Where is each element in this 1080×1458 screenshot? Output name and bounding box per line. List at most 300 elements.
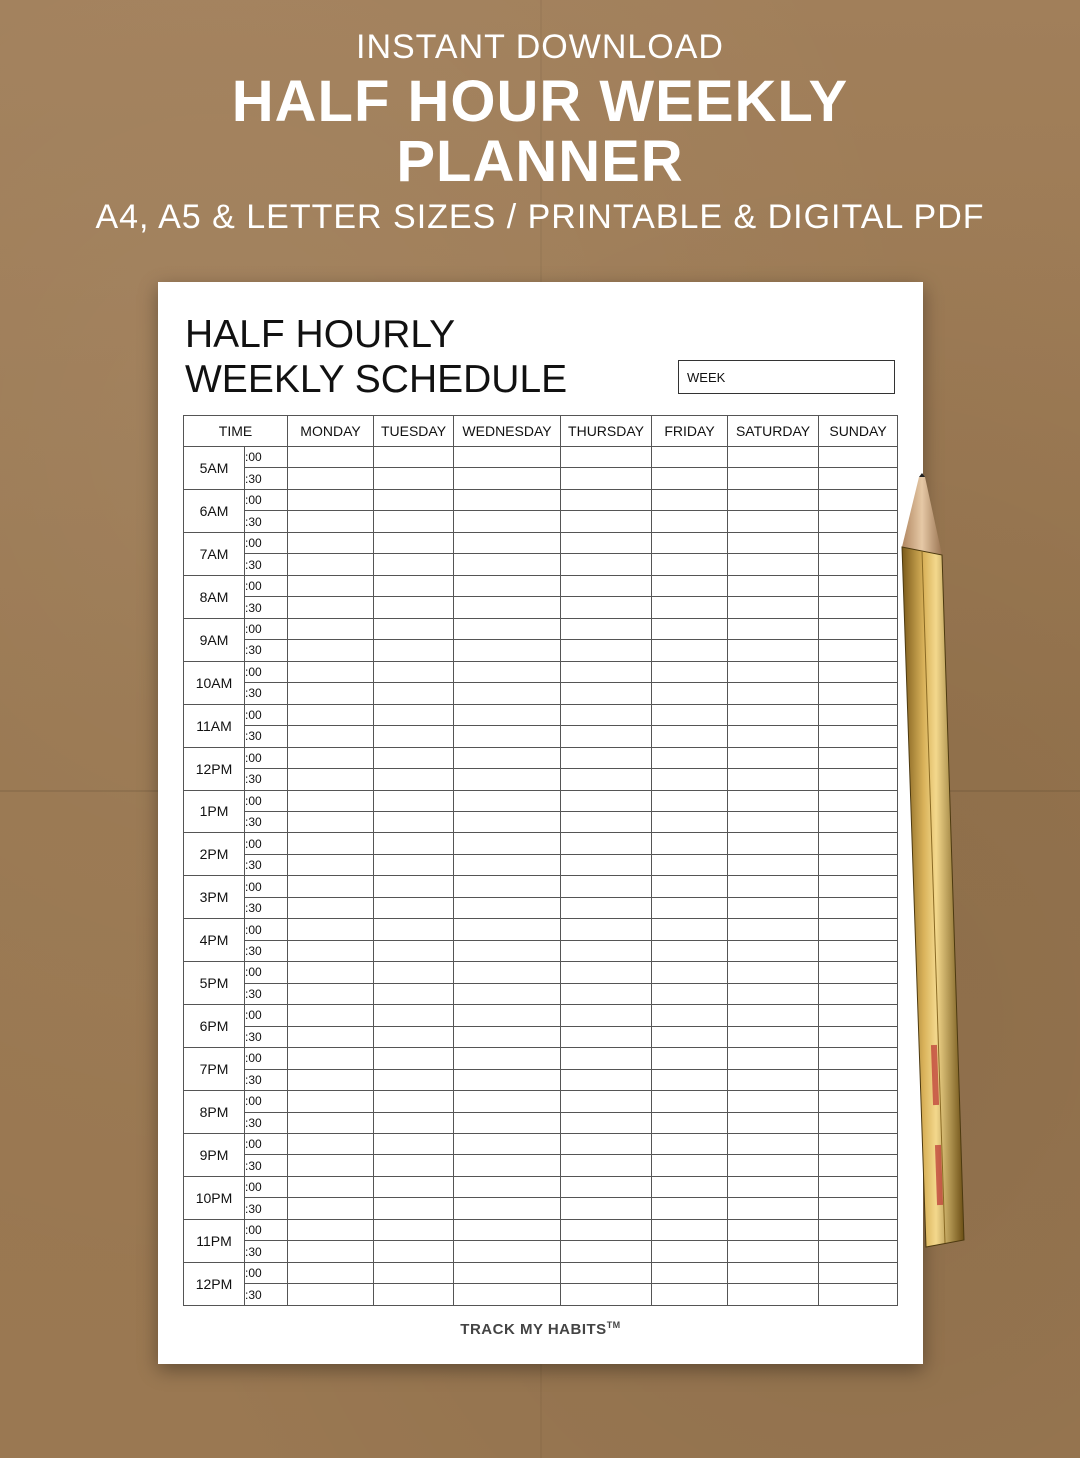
schedule-cell[interactable] [374, 747, 454, 768]
schedule-cell[interactable] [652, 618, 728, 639]
schedule-cell[interactable] [288, 1091, 374, 1112]
schedule-cell[interactable] [561, 704, 652, 725]
schedule-cell[interactable] [288, 811, 374, 832]
schedule-cell[interactable] [374, 597, 454, 618]
schedule-cell[interactable] [819, 532, 898, 553]
schedule-cell[interactable] [454, 1262, 561, 1283]
schedule-cell[interactable] [374, 661, 454, 682]
schedule-cell[interactable] [288, 876, 374, 897]
schedule-cell[interactable] [561, 468, 652, 489]
schedule-cell[interactable] [561, 1176, 652, 1197]
schedule-cell[interactable] [561, 661, 652, 682]
schedule-cell[interactable] [454, 575, 561, 596]
schedule-cell[interactable] [288, 747, 374, 768]
schedule-cell[interactable] [454, 597, 561, 618]
schedule-cell[interactable] [454, 962, 561, 983]
schedule-cell[interactable] [288, 897, 374, 918]
schedule-cell[interactable] [454, 511, 561, 532]
schedule-cell[interactable] [561, 747, 652, 768]
schedule-cell[interactable] [288, 618, 374, 639]
minute-label: :00 [245, 833, 288, 854]
schedule-cell[interactable] [728, 1241, 819, 1262]
schedule-cell[interactable] [728, 511, 819, 532]
schedule-cell[interactable] [728, 704, 819, 725]
schedule-cell[interactable] [561, 489, 652, 510]
schedule-cell[interactable] [288, 1134, 374, 1155]
schedule-cell[interactable] [374, 1091, 454, 1112]
schedule-cell[interactable] [454, 532, 561, 553]
schedule-cell[interactable] [819, 575, 898, 596]
schedule-cell[interactable] [728, 769, 819, 790]
schedule-cell[interactable] [728, 811, 819, 832]
schedule-cell[interactable] [374, 983, 454, 1004]
schedule-cell[interactable] [454, 1091, 561, 1112]
schedule-cell[interactable] [652, 1091, 728, 1112]
schedule-cell[interactable] [288, 833, 374, 854]
schedule-cell[interactable] [819, 1241, 898, 1262]
schedule-cell[interactable] [288, 1048, 374, 1069]
schedule-cell[interactable] [561, 640, 652, 661]
schedule-cell[interactable] [454, 919, 561, 940]
minute-label: :30 [245, 597, 288, 618]
schedule-cell[interactable] [561, 1198, 652, 1219]
schedule-cell[interactable] [728, 833, 819, 854]
schedule-cell[interactable] [454, 854, 561, 875]
schedule-cell[interactable] [561, 1134, 652, 1155]
schedule-cell[interactable] [652, 597, 728, 618]
schedule-cell[interactable] [561, 983, 652, 1004]
schedule-cell[interactable] [374, 769, 454, 790]
schedule-cell[interactable] [288, 532, 374, 553]
table-row [184, 511, 898, 532]
schedule-cell[interactable] [454, 640, 561, 661]
schedule-cell[interactable] [288, 1155, 374, 1176]
schedule-cell[interactable] [819, 1176, 898, 1197]
schedule-cell[interactable] [454, 940, 561, 961]
schedule-cell[interactable] [561, 1048, 652, 1069]
schedule-cell[interactable] [819, 726, 898, 747]
schedule-cell[interactable] [728, 919, 819, 940]
schedule-cell[interactable] [652, 811, 728, 832]
schedule-cell[interactable] [652, 447, 728, 468]
schedule-cell[interactable] [374, 618, 454, 639]
schedule-cell[interactable] [728, 726, 819, 747]
schedule-cell[interactable] [374, 575, 454, 596]
schedule-cell[interactable] [374, 1069, 454, 1090]
schedule-cell[interactable] [819, 704, 898, 725]
schedule-cell[interactable] [819, 876, 898, 897]
schedule-cell[interactable] [454, 1241, 561, 1262]
table-row [184, 983, 898, 1004]
schedule-cell[interactable] [561, 726, 652, 747]
schedule-cell[interactable] [728, 876, 819, 897]
schedule-cell[interactable] [652, 1134, 728, 1155]
schedule-cell[interactable] [728, 1026, 819, 1047]
schedule-cell[interactable] [561, 1155, 652, 1176]
schedule-cell[interactable] [652, 1026, 728, 1047]
schedule-cell[interactable] [561, 447, 652, 468]
schedule-cell[interactable] [561, 1005, 652, 1026]
schedule-cell[interactable] [728, 1219, 819, 1240]
schedule-cell[interactable] [561, 876, 652, 897]
schedule-cell[interactable] [374, 1134, 454, 1155]
schedule-cell[interactable] [819, 1219, 898, 1240]
schedule-cell[interactable] [561, 618, 652, 639]
minute-label: :30 [245, 1155, 288, 1176]
schedule-cell[interactable] [728, 683, 819, 704]
schedule-cell[interactable] [454, 1219, 561, 1240]
schedule-cell[interactable] [728, 640, 819, 661]
schedule-cell[interactable] [652, 854, 728, 875]
schedule-cell[interactable] [374, 1112, 454, 1133]
schedule-cell[interactable] [819, 683, 898, 704]
schedule-cell[interactable] [561, 1284, 652, 1306]
schedule-cell[interactable] [454, 876, 561, 897]
schedule-cell[interactable] [819, 511, 898, 532]
schedule-cell[interactable] [288, 1112, 374, 1133]
table-row [184, 554, 898, 575]
schedule-cell[interactable] [652, 704, 728, 725]
schedule-cell[interactable] [652, 640, 728, 661]
schedule-cell[interactable] [652, 1241, 728, 1262]
schedule-cell[interactable] [454, 790, 561, 811]
schedule-cell[interactable] [728, 747, 819, 768]
schedule-cell[interactable] [288, 447, 374, 468]
schedule-cell[interactable] [819, 447, 898, 468]
table-row [184, 811, 898, 832]
schedule-cell[interactable] [561, 597, 652, 618]
schedule-cell[interactable] [454, 1198, 561, 1219]
schedule-cell[interactable] [652, 683, 728, 704]
schedule-cell[interactable] [374, 833, 454, 854]
schedule-cell[interactable] [374, 876, 454, 897]
schedule-cell[interactable] [652, 468, 728, 489]
schedule-cell[interactable] [819, 790, 898, 811]
schedule-cell[interactable] [374, 640, 454, 661]
schedule-cell[interactable] [652, 769, 728, 790]
schedule-cell[interactable] [728, 532, 819, 553]
schedule-cell[interactable] [728, 468, 819, 489]
schedule-cell[interactable] [374, 683, 454, 704]
schedule-cell[interactable] [288, 1026, 374, 1047]
schedule-cell[interactable] [454, 747, 561, 768]
schedule-cell[interactable] [728, 575, 819, 596]
schedule-cell[interactable] [819, 1155, 898, 1176]
schedule-cell[interactable] [288, 962, 374, 983]
schedule-cell[interactable] [374, 962, 454, 983]
schedule-cell[interactable] [374, 854, 454, 875]
minute-label: :30 [245, 1112, 288, 1133]
schedule-cell[interactable] [288, 468, 374, 489]
schedule-cell[interactable] [288, 597, 374, 618]
schedule-cell[interactable] [819, 919, 898, 940]
schedule-cell[interactable] [652, 575, 728, 596]
schedule-cell[interactable] [819, 833, 898, 854]
schedule-cell[interactable] [374, 811, 454, 832]
schedule-cell[interactable] [454, 447, 561, 468]
schedule-cell[interactable] [561, 1262, 652, 1283]
schedule-cell[interactable] [454, 1155, 561, 1176]
schedule-cell[interactable] [652, 1048, 728, 1069]
table-row [184, 447, 898, 468]
schedule-cell[interactable] [819, 811, 898, 832]
schedule-cell[interactable] [728, 447, 819, 468]
schedule-cell[interactable] [374, 897, 454, 918]
schedule-cell[interactable] [728, 661, 819, 682]
schedule-cell[interactable] [561, 554, 652, 575]
schedule-cell[interactable] [454, 683, 561, 704]
schedule-cell[interactable] [561, 811, 652, 832]
schedule-cell[interactable] [288, 726, 374, 747]
schedule-cell[interactable] [819, 1284, 898, 1306]
schedule-cell[interactable] [819, 1026, 898, 1047]
schedule-cell[interactable] [819, 1091, 898, 1112]
schedule-cell[interactable] [819, 854, 898, 875]
schedule-cell[interactable] [374, 511, 454, 532]
hour-label: 1PM [184, 790, 245, 833]
minute-label: :00 [245, 1048, 288, 1069]
schedule-cell[interactable] [374, 704, 454, 725]
schedule-cell[interactable] [561, 897, 652, 918]
schedule-cell[interactable] [288, 704, 374, 725]
schedule-cell[interactable] [454, 833, 561, 854]
schedule-cell[interactable] [652, 1069, 728, 1090]
schedule-cell[interactable] [728, 597, 819, 618]
schedule-cell[interactable] [288, 1262, 374, 1283]
schedule-cell[interactable] [288, 511, 374, 532]
schedule-cell[interactable] [652, 983, 728, 1004]
schedule-cell[interactable] [454, 468, 561, 489]
schedule-cell[interactable] [288, 640, 374, 661]
schedule-cell[interactable] [561, 790, 652, 811]
schedule-cell[interactable] [561, 833, 652, 854]
schedule-cell[interactable] [652, 747, 728, 768]
schedule-cell[interactable] [288, 919, 374, 940]
schedule-cell[interactable] [288, 769, 374, 790]
schedule-cell[interactable] [652, 897, 728, 918]
schedule-cell[interactable] [819, 661, 898, 682]
schedule-cell[interactable] [374, 726, 454, 747]
schedule-cell[interactable] [728, 1069, 819, 1090]
schedule-cell[interactable] [374, 1241, 454, 1262]
schedule-cell[interactable] [652, 940, 728, 961]
schedule-cell[interactable] [288, 1176, 374, 1197]
schedule-cell[interactable] [728, 1005, 819, 1026]
schedule-cell[interactable] [454, 1005, 561, 1026]
schedule-cell[interactable] [288, 554, 374, 575]
minute-label: :30 [245, 1241, 288, 1262]
schedule-cell[interactable] [454, 1112, 561, 1133]
schedule-cell[interactable] [819, 489, 898, 510]
schedule-cell[interactable] [561, 919, 652, 940]
schedule-cell[interactable] [652, 726, 728, 747]
schedule-cell[interactable] [454, 1176, 561, 1197]
schedule-cell[interactable] [561, 1219, 652, 1240]
schedule-cell[interactable] [728, 1112, 819, 1133]
schedule-cell[interactable] [819, 554, 898, 575]
schedule-cell[interactable] [728, 1262, 819, 1283]
schedule-cell[interactable] [454, 983, 561, 1004]
schedule-cell[interactable] [454, 704, 561, 725]
schedule-cell[interactable] [288, 683, 374, 704]
schedule-cell[interactable] [288, 489, 374, 510]
schedule-cell[interactable] [288, 854, 374, 875]
schedule-cell[interactable] [652, 511, 728, 532]
schedule-cell[interactable] [819, 1069, 898, 1090]
schedule-cell[interactable] [819, 1005, 898, 1026]
schedule-cell[interactable] [374, 1176, 454, 1197]
schedule-cell[interactable] [374, 489, 454, 510]
schedule-cell[interactable] [652, 1155, 728, 1176]
schedule-cell[interactable] [561, 962, 652, 983]
schedule-cell[interactable] [454, 1069, 561, 1090]
schedule-cell[interactable] [652, 919, 728, 940]
schedule-cell[interactable] [561, 769, 652, 790]
schedule-cell[interactable] [728, 554, 819, 575]
schedule-cell[interactable] [454, 1284, 561, 1306]
schedule-cell[interactable] [652, 1198, 728, 1219]
schedule-cell[interactable] [728, 897, 819, 918]
schedule-cell[interactable] [819, 940, 898, 961]
schedule-cell[interactable] [454, 489, 561, 510]
schedule-cell[interactable] [561, 511, 652, 532]
schedule-cell[interactable] [728, 1176, 819, 1197]
schedule-cell[interactable] [561, 1241, 652, 1262]
schedule-cell[interactable] [728, 489, 819, 510]
schedule-cell[interactable] [819, 747, 898, 768]
schedule-cell[interactable] [288, 575, 374, 596]
schedule-cell[interactable] [288, 661, 374, 682]
table-row [184, 468, 898, 489]
schedule-cell[interactable] [374, 940, 454, 961]
schedule-cell[interactable] [652, 532, 728, 553]
schedule-cell[interactable] [652, 554, 728, 575]
schedule-cell[interactable] [561, 1026, 652, 1047]
schedule-cell[interactable] [819, 618, 898, 639]
schedule-cell[interactable] [819, 1048, 898, 1069]
schedule-cell[interactable] [652, 1176, 728, 1197]
schedule-cell[interactable] [561, 532, 652, 553]
schedule-cell[interactable] [819, 1198, 898, 1219]
schedule-cell[interactable] [652, 1284, 728, 1306]
schedule-cell[interactable] [652, 661, 728, 682]
minute-label: :00 [245, 1005, 288, 1026]
schedule-cell[interactable] [728, 940, 819, 961]
schedule-cell[interactable] [652, 1112, 728, 1133]
schedule-cell[interactable] [561, 940, 652, 961]
schedule-cell[interactable] [819, 769, 898, 790]
schedule-cell[interactable] [819, 597, 898, 618]
schedule-cell[interactable] [819, 962, 898, 983]
schedule-cell[interactable] [454, 618, 561, 639]
schedule-cell[interactable] [728, 1284, 819, 1306]
schedule-cell[interactable] [728, 962, 819, 983]
schedule-cell[interactable] [454, 661, 561, 682]
table-row [184, 489, 898, 510]
schedule-cell[interactable] [728, 1134, 819, 1155]
schedule-cell[interactable] [288, 790, 374, 811]
schedule-cell[interactable] [652, 962, 728, 983]
week-field[interactable] [678, 360, 895, 394]
schedule-cell[interactable] [374, 790, 454, 811]
schedule-cell[interactable] [819, 983, 898, 1004]
schedule-cell[interactable] [728, 790, 819, 811]
schedule-cell[interactable] [561, 1112, 652, 1133]
schedule-cell[interactable] [561, 1069, 652, 1090]
schedule-cell[interactable] [288, 1069, 374, 1090]
schedule-cell[interactable] [454, 897, 561, 918]
schedule-cell[interactable] [819, 1112, 898, 1133]
schedule-cell[interactable] [819, 1134, 898, 1155]
schedule-cell[interactable] [288, 1284, 374, 1306]
schedule-cell[interactable] [288, 940, 374, 961]
schedule-cell[interactable] [374, 1198, 454, 1219]
schedule-cell[interactable] [374, 1026, 454, 1047]
schedule-cell[interactable] [652, 489, 728, 510]
schedule-cell[interactable] [454, 1026, 561, 1047]
schedule-cell[interactable] [374, 1284, 454, 1306]
schedule-cell[interactable] [652, 1262, 728, 1283]
schedule-cell[interactable] [374, 1155, 454, 1176]
schedule-cell[interactable] [374, 1262, 454, 1283]
schedule-cell[interactable] [374, 554, 454, 575]
schedule-cell[interactable] [374, 447, 454, 468]
schedule-cell[interactable] [652, 833, 728, 854]
schedule-cell[interactable] [652, 1219, 728, 1240]
schedule-cell[interactable] [374, 1005, 454, 1026]
schedule-cell[interactable] [819, 897, 898, 918]
schedule-cell[interactable] [728, 618, 819, 639]
schedule-cell[interactable] [454, 769, 561, 790]
schedule-cell[interactable] [374, 919, 454, 940]
schedule-cell[interactable] [454, 811, 561, 832]
schedule-cell[interactable] [728, 854, 819, 875]
schedule-cell[interactable] [728, 1198, 819, 1219]
schedule-cell[interactable] [288, 1198, 374, 1219]
schedule-cell[interactable] [728, 983, 819, 1004]
schedule-cell[interactable] [454, 1048, 561, 1069]
day-header: FRIDAY [652, 416, 728, 447]
schedule-cell[interactable] [819, 1262, 898, 1283]
schedule-cell[interactable] [374, 1048, 454, 1069]
minute-label: :30 [245, 1026, 288, 1047]
schedule-cell[interactable] [374, 468, 454, 489]
schedule-cell[interactable] [454, 726, 561, 747]
schedule-cell[interactable] [561, 1091, 652, 1112]
schedule-cell[interactable] [288, 1005, 374, 1026]
schedule-cell[interactable] [374, 1219, 454, 1240]
schedule-cell[interactable] [728, 1048, 819, 1069]
schedule-cell[interactable] [652, 876, 728, 897]
schedule-cell[interactable] [652, 790, 728, 811]
schedule-cell[interactable] [288, 1219, 374, 1240]
schedule-cell[interactable] [454, 554, 561, 575]
schedule-cell[interactable] [561, 683, 652, 704]
schedule-cell[interactable] [288, 983, 374, 1004]
schedule-cell[interactable] [819, 468, 898, 489]
schedule-cell[interactable] [288, 1241, 374, 1262]
schedule-cell[interactable] [561, 575, 652, 596]
banner-headline [0, 69, 1080, 194]
schedule-cell[interactable] [652, 1005, 728, 1026]
schedule-cell[interactable] [374, 532, 454, 553]
schedule-cell[interactable] [728, 1091, 819, 1112]
schedule-cell[interactable] [728, 1155, 819, 1176]
schedule-cell[interactable] [561, 854, 652, 875]
schedule-cell[interactable] [454, 1134, 561, 1155]
schedule-cell[interactable] [819, 640, 898, 661]
hour-label: 2PM [184, 833, 245, 876]
